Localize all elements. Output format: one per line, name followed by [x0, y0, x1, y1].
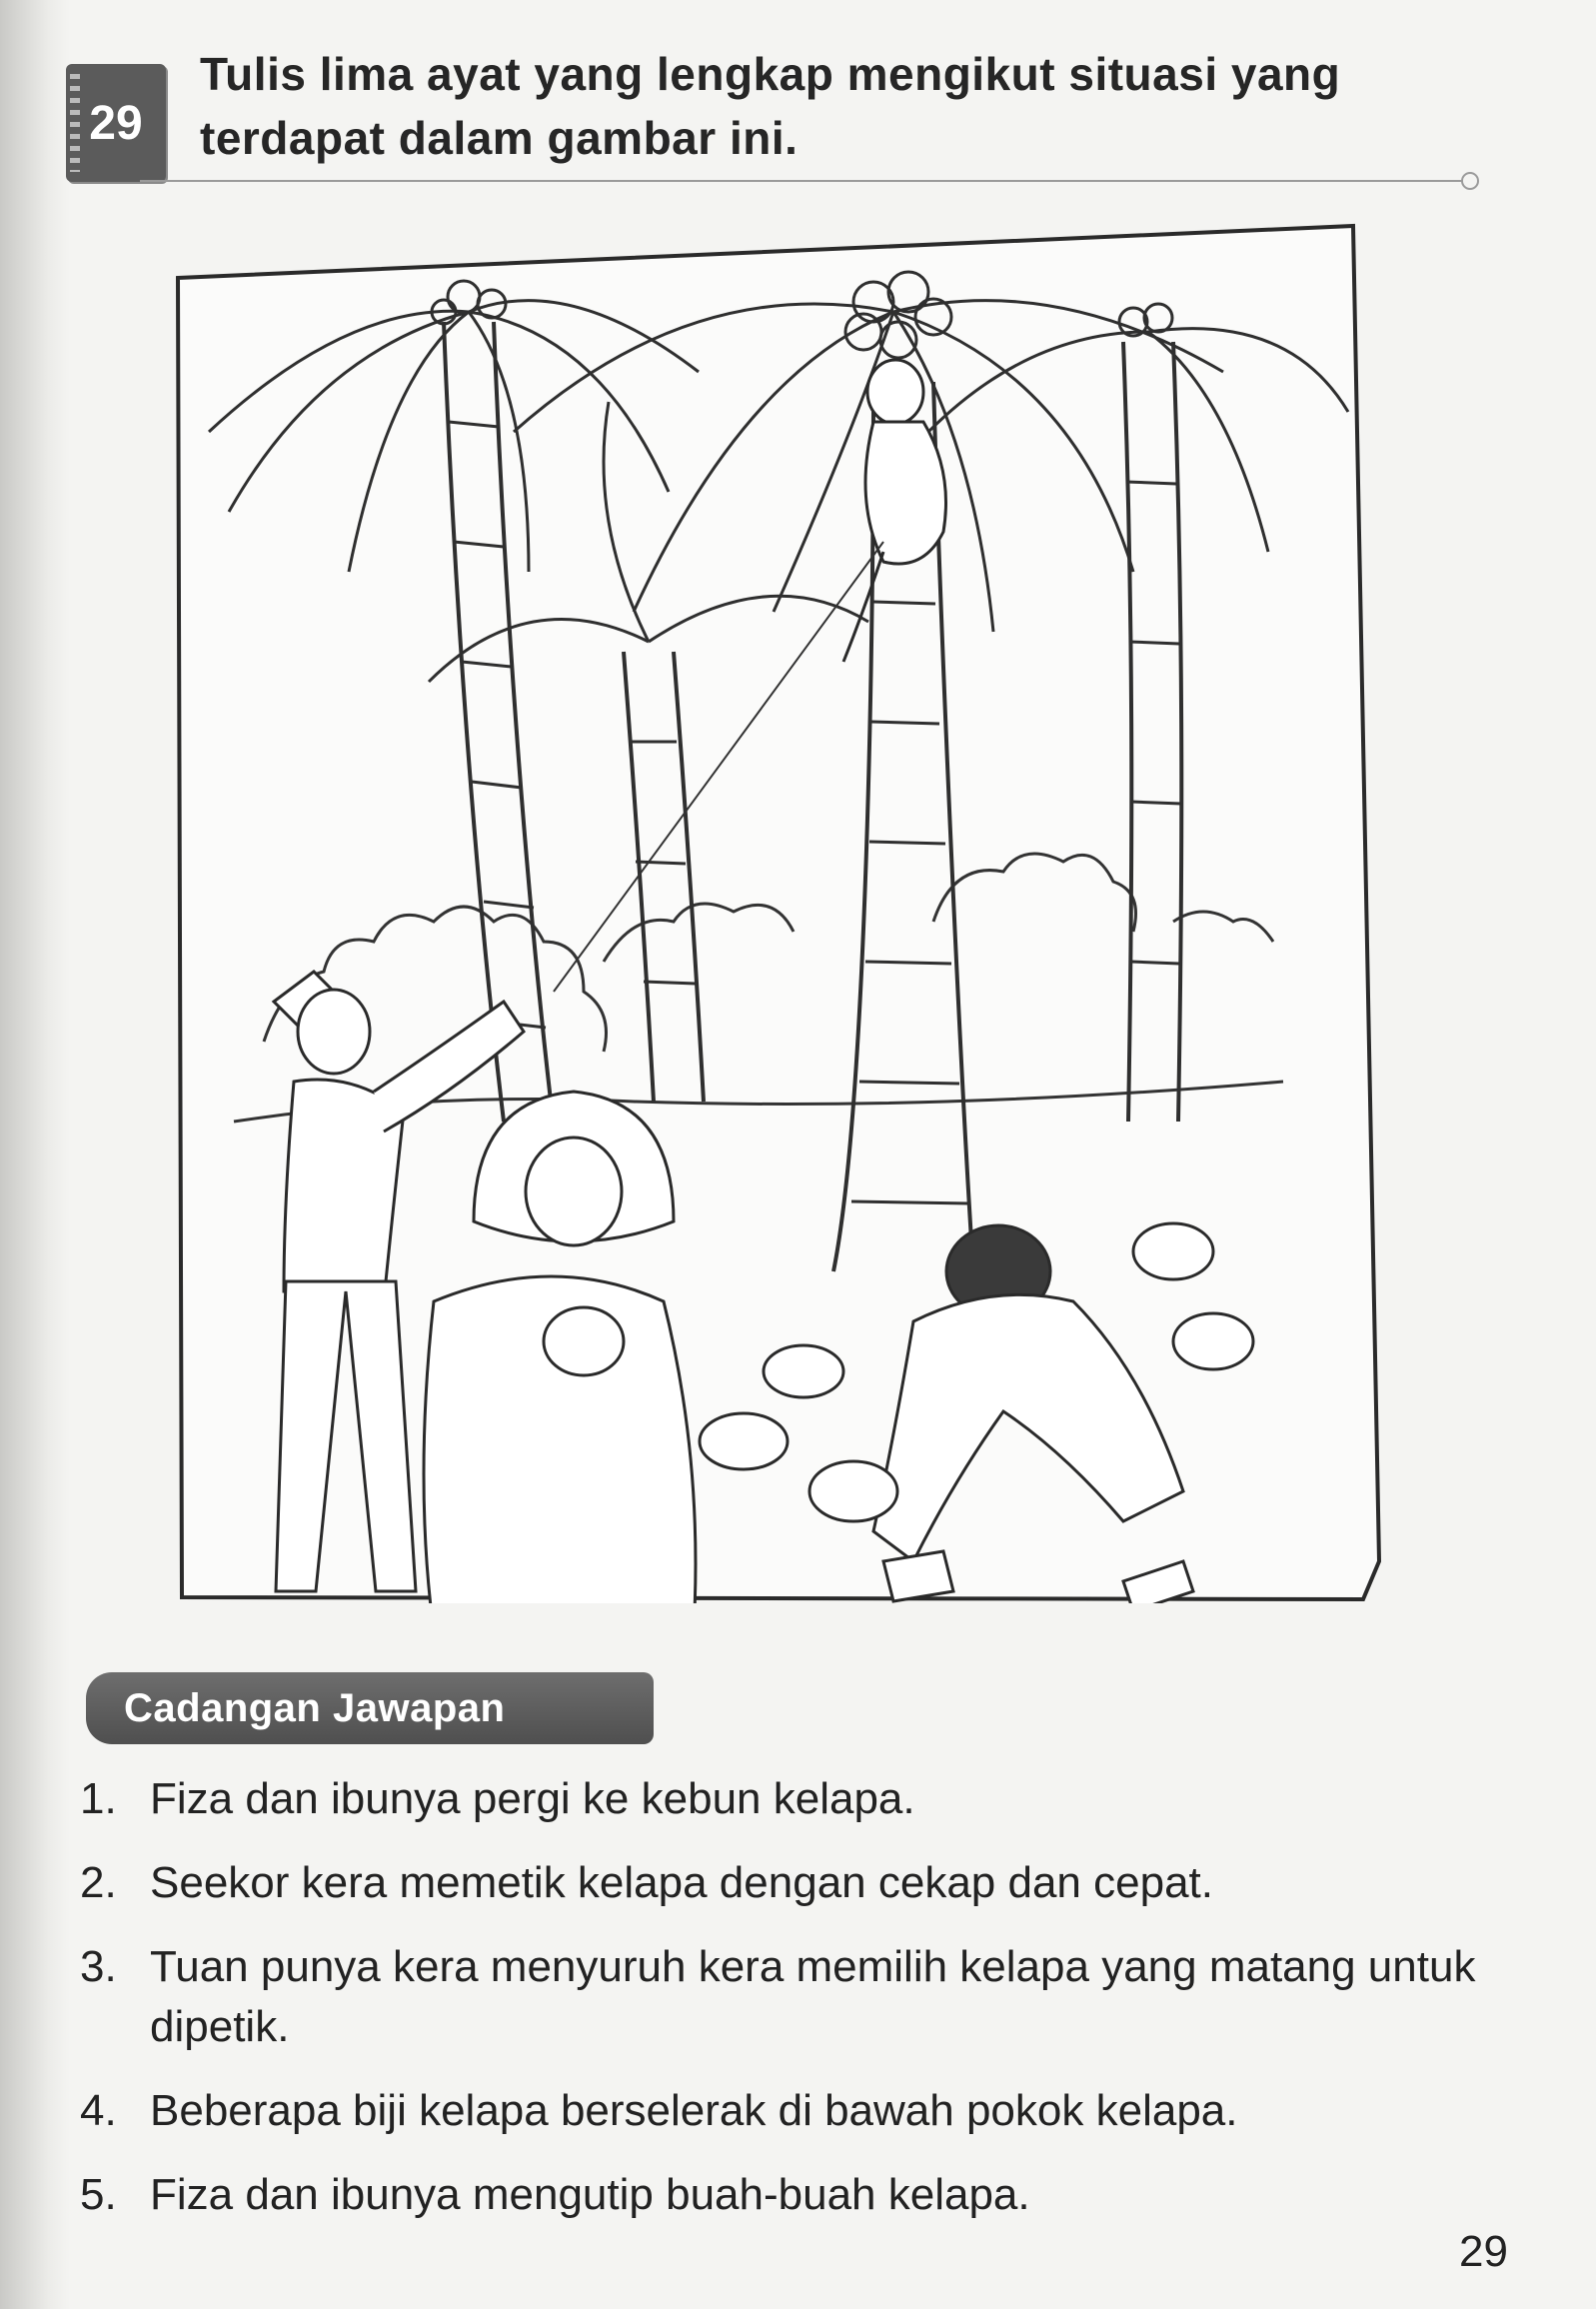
list-item	[80, 1937, 1519, 2057]
item-text: Seekor kera memetik kelapa dengan cekap dan cepat.	[150, 1858, 1213, 1907]
list-item	[80, 2081, 1519, 2141]
item-number: 3.	[80, 1942, 117, 1991]
item-number: 5.	[80, 2170, 117, 2219]
item-number: 2.	[80, 1858, 117, 1907]
question-instruction: Tulis lima ayat yang lengkap mengikut situasi yang terdapat dalam gambar ini.	[200, 48, 1341, 164]
item-text: Fiza dan ibunya mengutip buah-buah kelapa.	[150, 2170, 1030, 2219]
list-item	[80, 2165, 1519, 2225]
divider-line	[140, 180, 1464, 182]
list-item	[80, 1853, 1519, 1913]
item-text: Fiza dan ibunya pergi ke kebun kelapa.	[150, 1774, 915, 1823]
question-number: 29	[89, 96, 143, 150]
page-edge-shadow	[0, 0, 70, 2309]
question-number-badge	[66, 64, 166, 182]
answer-list	[80, 1769, 1519, 2249]
item-text: Tuan punya kera menyuruh kera memilih kelapa yang matang untuk dipetik.	[150, 1942, 1476, 2051]
list-item	[80, 1769, 1519, 1829]
item-number: 1.	[80, 1774, 117, 1823]
spiral-binding-icon	[70, 74, 80, 172]
coconut-garden-illustration	[174, 222, 1383, 1603]
item-text: Beberapa biji kelapa berselerak di bawah pokok kelapa.	[150, 2086, 1238, 2135]
divider-end-dot	[1461, 172, 1479, 190]
item-number: 4.	[80, 2086, 117, 2135]
page-number: 29	[1459, 2227, 1508, 2276]
answer-section-title: Cadangan Jawapan	[86, 1672, 654, 1744]
